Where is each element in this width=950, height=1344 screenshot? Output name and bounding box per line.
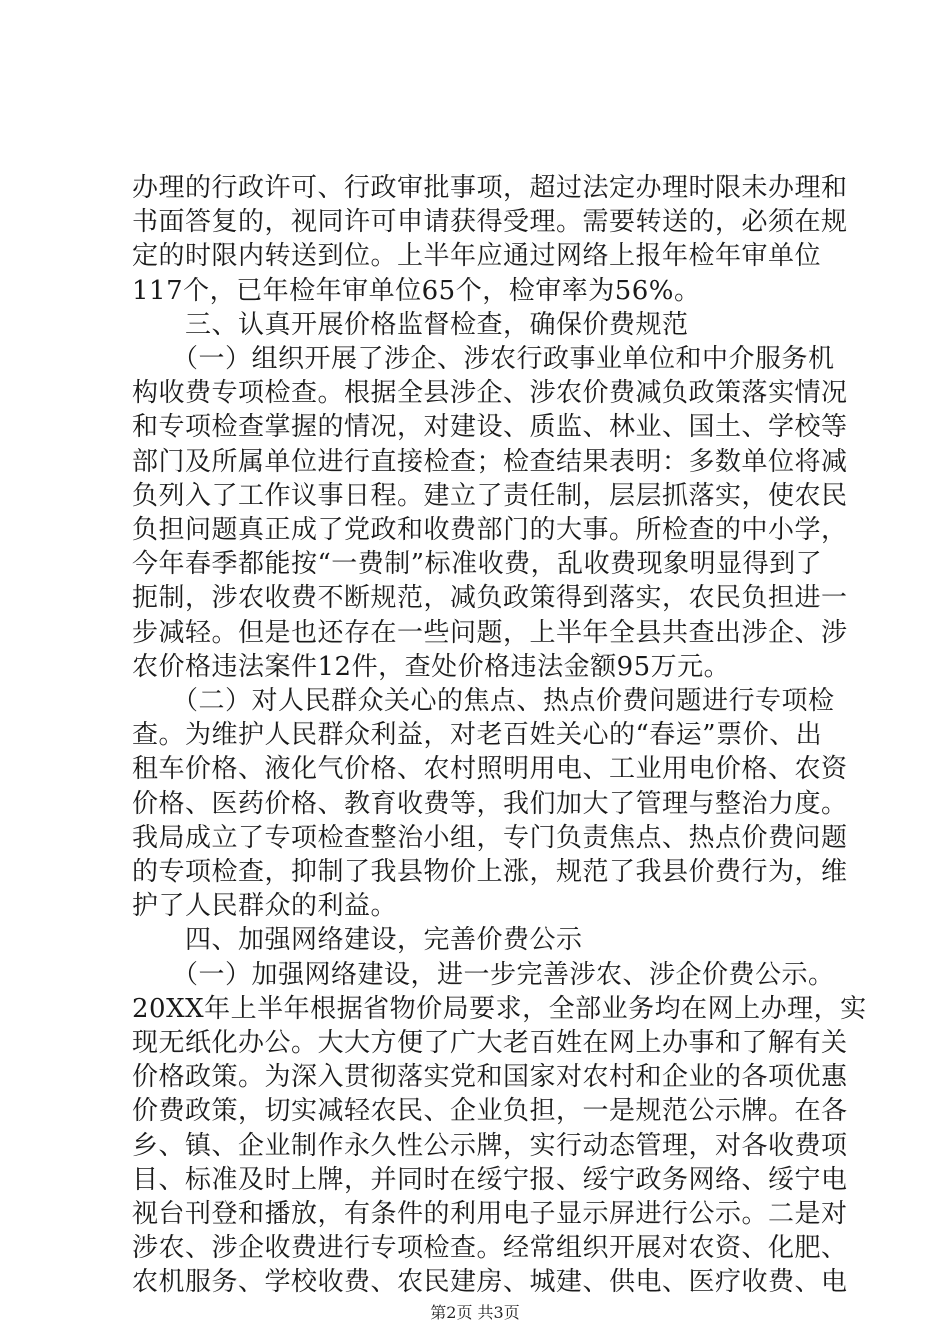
text-line: 乡、镇、企业制作永久性公示牌，实行动态管理，对各收费项 bbox=[132, 1130, 848, 1161]
text-line: 现无纸化办公。大大方便了广大老百姓在网上办事和了解有关 bbox=[132, 1028, 848, 1058]
text-line: 构收费专项检查。根据全县涉企、涉农价费减负政策落实情况 bbox=[132, 378, 848, 409]
text-line: 办理的行政许可、行政审批事项，超过法定办理时限未办理和 bbox=[132, 173, 848, 203]
text-line: （一）加强网络建设，进一步完善涉农、涉企价费公示。 bbox=[132, 959, 835, 990]
text-line: 价格、医药价格、教育收费等，我们加大了管理与整治力度。 bbox=[132, 788, 848, 819]
text-line: （一）组织开展了涉企、涉农行政事业单位和中介服务机 bbox=[132, 344, 835, 374]
text-line: 农机服务、学校收费、农民建房、城建、供电、医疗收费、电 bbox=[132, 1267, 848, 1298]
text-line: 今年春季都能按“一费制”标准收费，乱收费现象明显得到了 bbox=[132, 549, 823, 580]
text-line: 部门及所属单位进行直接检查；检查结果表明：多数单位将减 bbox=[132, 446, 848, 477]
page-number-footer: 第2页 共3页 bbox=[430, 1303, 520, 1322]
section-heading: 三、认真开展价格监督检查，确保价费规范 bbox=[132, 309, 689, 340]
text-line: 价格政策。为深入贯彻落实党和国家对农村和企业的各项优惠 bbox=[132, 1062, 848, 1093]
text-line: 查。为维护人民群众利益，对老百姓关心的“春运”票价、出 bbox=[132, 720, 823, 751]
text-line: 价费政策，切实减轻农民、企业负担，一是规范公示牌。在各 bbox=[132, 1096, 848, 1127]
text-line: 的专项检查，抑制了我县物价上涨，规范了我县价费行为，维 bbox=[132, 857, 848, 887]
text-line: 我局成立了专项检查整治小组，专门负责焦点、热点价费问题 bbox=[132, 822, 848, 853]
text-line: 涉农、涉企收费进行专项检查。经常组织开展对农资、化肥、 bbox=[132, 1233, 848, 1264]
text-line: 负列入了工作议事日程。建立了责任制，层层抓落实，使农民 bbox=[132, 480, 848, 511]
text-line: （二）对人民群众关心的焦点、热点价费问题进行专项检 bbox=[132, 686, 835, 716]
text-line: 20XX年上半年根据省物价局要求，全部业务均在网上办理，实 bbox=[132, 993, 867, 1024]
text-line: 书面答复的，视同许可申请获得受理。需要转送的，必须在规 bbox=[132, 207, 848, 238]
text-line: 步减轻。但是也还存在一些问题，上半年全县共查出涉企、涉 bbox=[132, 617, 848, 648]
text-line: 负担问题真正成了党政和收费部门的大事。所检查的中小学， bbox=[132, 515, 848, 545]
text-line: 和专项检查掌握的情况，对建设、质监、林业、国土、学校等 bbox=[132, 412, 848, 443]
text-line: 扼制，涉农收费不断规范，减负政策得到落实，农民负担进一 bbox=[132, 583, 848, 614]
text-line: 117个，已年检年审单位65个，检审率为56%。 bbox=[132, 275, 701, 306]
text-line: 目、标准及时上牌，并同时在绥宁报、绥宁政务网络、绥宁电 bbox=[132, 1164, 848, 1195]
text-line: 定的时限内转送到位。上半年应通过网络上报年检年审单位 bbox=[132, 241, 822, 272]
text-line: 护了人民群众的利益。 bbox=[132, 891, 398, 922]
section-heading: 四、加强网络建设，完善价费公示 bbox=[132, 925, 583, 956]
text-line: 视台刊登和播放，有条件的利用电子显示屏进行公示。二是对 bbox=[132, 1199, 848, 1229]
text-line: 农价格违法案件12件，查处价格违法金额95万元。 bbox=[132, 651, 731, 682]
text-line: 租车价格、液化气价格、农村照明用电、工业用电价格、农资 bbox=[132, 754, 848, 785]
